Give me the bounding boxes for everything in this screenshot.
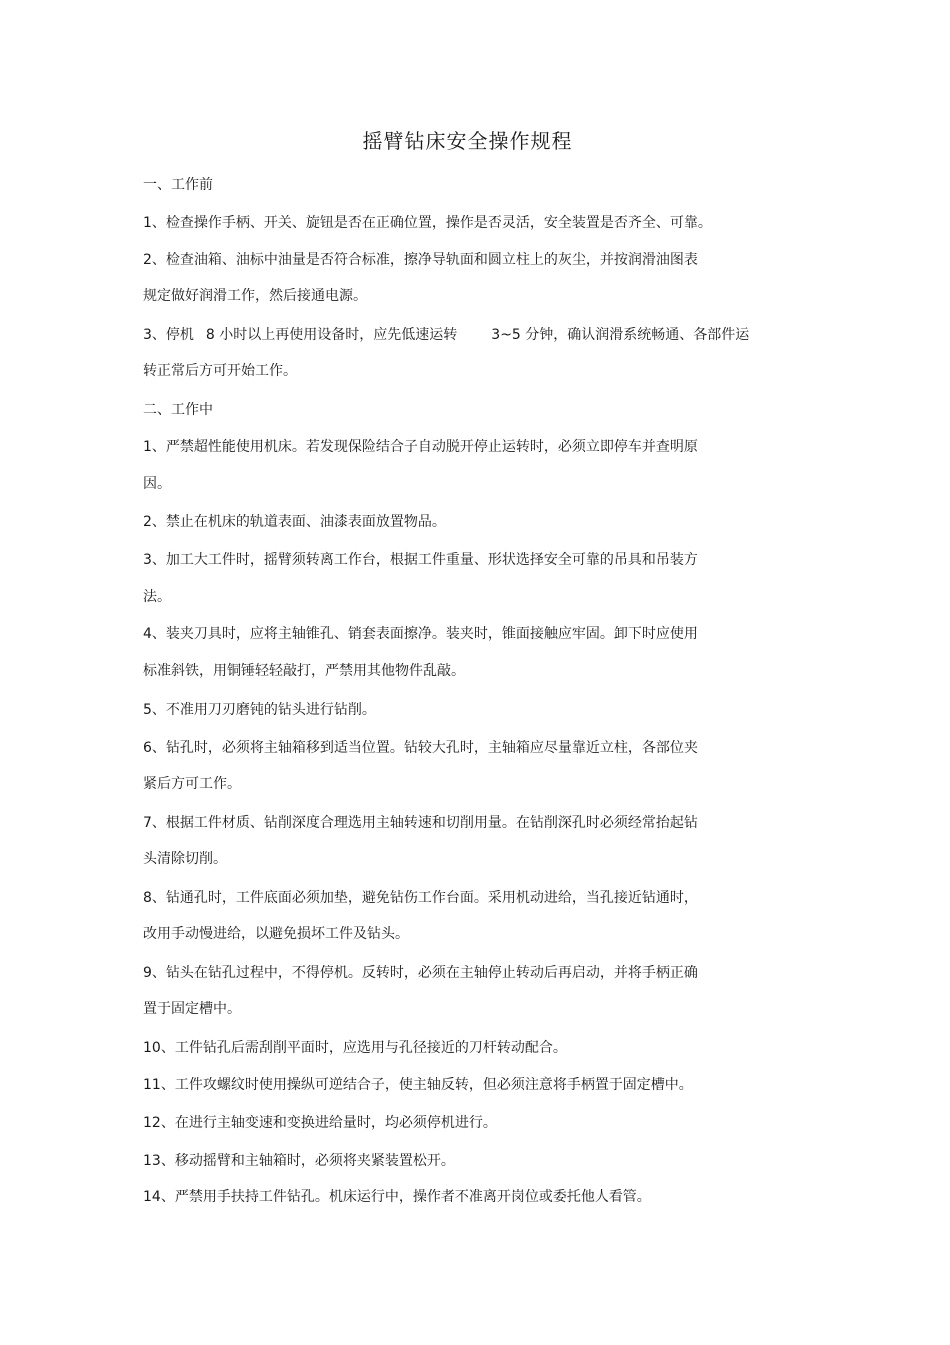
rule-during-14: 14、严禁用手扶持工件钻孔。机床运行中，操作者不准离开岗位或委托他人看管。 bbox=[143, 1189, 651, 1205]
rule-during-7-line2: 头清除切削。 bbox=[143, 851, 227, 867]
rule-before-3-line2: 转正常后方可开始工作。 bbox=[143, 363, 297, 379]
rule-during-8-line1: 8、钻通孔时，工件底面必须加垫，避免钻伤工作台面。采用机动进给，当孔接近钻通时， bbox=[143, 890, 698, 906]
rule-before-3-seg1: 3、停机 bbox=[143, 327, 194, 343]
rule-during-8-line2: 改用手动慢进给，以避免损坏工件及钻头。 bbox=[143, 926, 409, 942]
rule-during-10: 10、工件钻孔后需刮削平面时，应选用与孔径接近的刀杆转动配合。 bbox=[143, 1040, 567, 1056]
rule-during-4-line2: 标准斜铁，用铜锤轻轻敲打，严禁用其他物件乱敲。 bbox=[143, 663, 465, 679]
rule-during-7-line1: 7、根据工件材质、钻削深度合理选用主轴转速和切削用量。在钻削深孔时必须经常抬起钻 bbox=[143, 815, 698, 831]
rule-before-1: 1、检查操作手柄、开关、旋钮是否在正确位置，操作是否灵活，安全装置是否齐全、可靠。 bbox=[143, 215, 712, 231]
rule-during-3-line1: 3、加工大工件时，摇臂须转离工作台，根据工件重量、形状选择安全可靠的吊具和吊装方 bbox=[143, 552, 698, 568]
rule-during-1-line1: 1、严禁超性能使用机床。若发现保险结合子自动脱开停止运转时，必须立即停车并查明原 bbox=[143, 439, 698, 455]
section-heading-during-work: 二、工作中 bbox=[143, 402, 213, 418]
rule-during-9-line2: 置于固定槽中。 bbox=[143, 1001, 241, 1017]
rule-during-11: 11、工件攻螺纹时使用操纵可逆结合子，使主轴反转，但必须注意将手柄置于固定槽中。 bbox=[143, 1077, 693, 1093]
rule-during-6-line2: 紧后方可工作。 bbox=[143, 776, 241, 792]
rule-before-3-seg3: 3~5 分钟，确认润滑系统畅通、各部件运 bbox=[491, 327, 750, 343]
rule-during-1-line2: 因。 bbox=[143, 476, 171, 492]
rule-during-4-line1: 4、装夹刀具时，应将主轴锥孔、销套表面擦净。装夹时，锥面接触应牢固。卸下时应使用 bbox=[143, 626, 698, 642]
rule-during-9-line1: 9、钻头在钻孔过程中，不得停机。反转时，必须在主轴停止转动后再启动，并将手柄正确 bbox=[143, 965, 698, 981]
rule-during-12: 12、在进行主轴变速和变换进给量时，均必须停机进行。 bbox=[143, 1115, 497, 1131]
rule-during-3-line2: 法。 bbox=[143, 589, 171, 605]
rule-before-2-line1: 2、检查油箱、油标中油量是否符合标准，擦净导轨面和圆立柱上的灰尘，并按润滑油图表 bbox=[143, 252, 698, 268]
rule-during-6-line1: 6、钻孔时，必须将主轴箱移到适当位置。钻较大孔时，主轴箱应尽量靠近立柱，各部位夹 bbox=[143, 740, 698, 756]
section-heading-before-work: 一、工作前 bbox=[143, 177, 213, 193]
document-title: 摇臂钻床安全操作规程 bbox=[362, 129, 573, 153]
rule-during-13: 13、移动摇臂和主轴箱时，必须将夹紧装置松开。 bbox=[143, 1153, 455, 1169]
rule-during-5: 5、不准用刀刃磨钝的钻头进行钻削。 bbox=[143, 702, 376, 718]
rule-before-2-line2: 规定做好润滑工作，然后接通电源。 bbox=[143, 288, 367, 304]
rule-during-2: 2、禁止在机床的轨道表面、油漆表面放置物品。 bbox=[143, 514, 446, 530]
rule-before-3-line1 bbox=[143, 325, 749, 345]
rule-before-3-seg2: 8 小时以上再使用设备时，应先低速运转 bbox=[205, 327, 458, 343]
